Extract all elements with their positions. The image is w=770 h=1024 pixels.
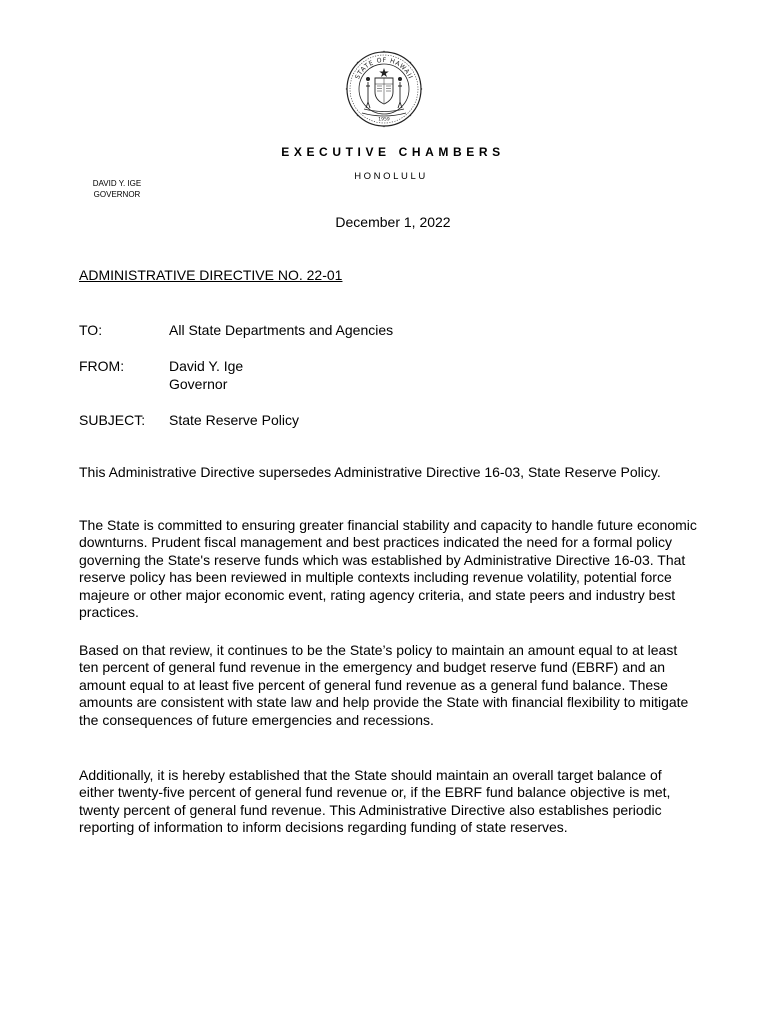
governor-title: GOVERNOR [93,190,141,199]
body-paragraph: This Administrative Directive supersedes Administrative Directive 16-03, State Reserve Policy. [79,464,661,480]
state-seal-icon [344,48,424,134]
seal-year: 1959 [378,117,390,123]
subject-value: State Reserve Policy [169,412,299,428]
from-name: David Y. Ige [169,358,244,374]
body-paragraph: Additionally, it is hereby established that the State should maintain an overall target balance of either twenty-five percent of general fund revenue or, if the EBRF fund balance objective is met, twenty percent of general fund revenue. This Administrative Directive also establishes periodic reporting of information to inform decisions regarding funding of state reserves. [79,767,671,836]
directive-title: ADMINISTRATIVE DIRECTIVE NO. 22-01 [79,267,343,283]
to-value: All State Departments and Agencies [169,322,394,338]
document-date: December 1, 2022 [335,214,451,230]
executive-chambers-heading: EXECUTIVE CHAMBERS [281,145,505,159]
from-label: FROM: [79,358,125,374]
from-title: Governor [169,376,228,392]
to-label: TO: [79,322,103,338]
body-paragraph: Based on that review, it continues to be the State’s policy to maintain an amount equal to at least ten percent of general fund revenue in the emergency and budget reserve fund (EBRF) and an amount equal to at least five percent of general fund revenue as a general fund balance. These amounts are consistent with state law and help provide the State with financial flexibility to mitigate the consequences of future emergencies and recessions. [79,642,689,728]
governor-block [84,178,150,200]
subject-label: SUBJECT: [79,412,146,428]
governor-name: DAVID Y. IGE [92,179,142,188]
body-paragraph: The State is committed to ensuring greater financial stability and capacity to handle future economic downturns. Prudent fiscal management and best practices indicated the need for a formal policy governing the State's reserve funds which was established by Administrative Directive 16-03. That reserve policy has been reviewed in multiple contexts including revenue volatility, potential force majeure or other major economic event, rating agency criteria, and state peers and industry best practices. [79,517,697,621]
city-line: HONOLULU [354,171,428,182]
svg-text:STATE OF HAWAII: STATE OF HAWAII [354,56,414,81]
